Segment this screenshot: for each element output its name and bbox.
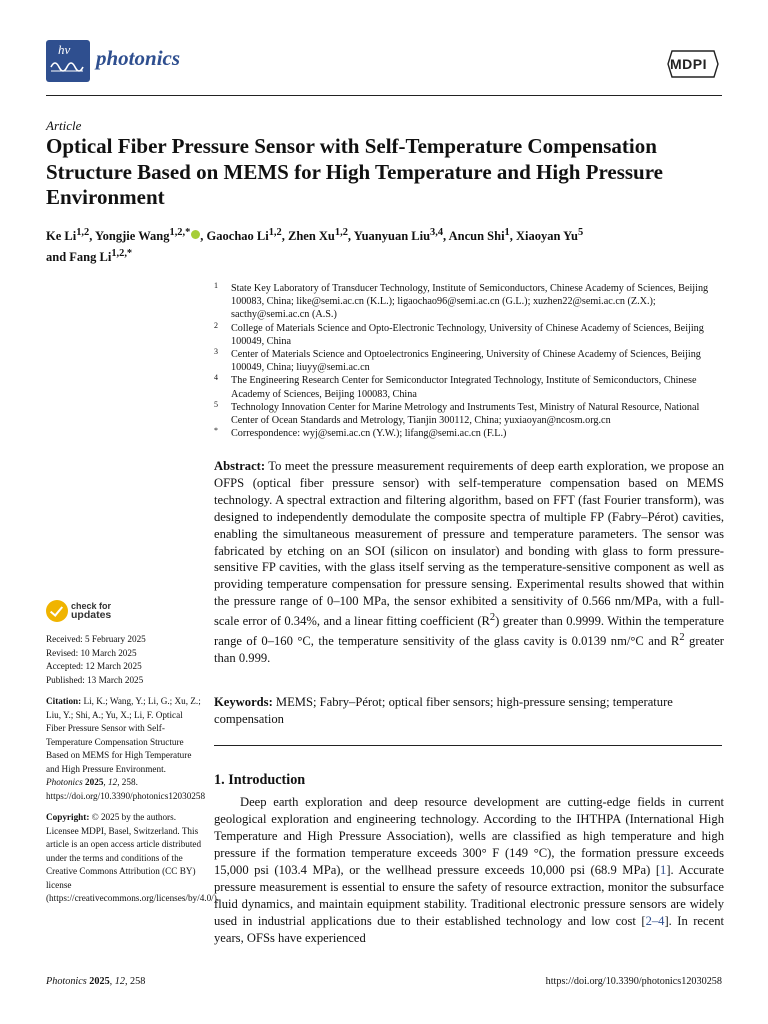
keywords-text: MEMS; Fabry–Pérot; optical fiber sensors; high-pressure sensing; temperature compensation bbox=[214, 695, 673, 726]
abstract-sup-1: 2 bbox=[489, 612, 496, 624]
affiliation-item bbox=[214, 348, 724, 374]
affiliation-item bbox=[214, 401, 724, 427]
article-type: Article bbox=[46, 118, 82, 133]
author-name[interactable]: and Fang Li bbox=[46, 250, 112, 265]
affiliation-item bbox=[214, 374, 724, 400]
check-text-2: updates bbox=[71, 609, 112, 621]
affiliation-text: The Engineering Research Center for Semiconductor Integrated Technology, Institute of Semiconductors, Chinese Academy of Sciences, Beijing 100083, China bbox=[231, 375, 697, 400]
author-name[interactable]: Yongjie Wang bbox=[95, 229, 170, 244]
author-affiliation-sup: 1,2 bbox=[268, 227, 282, 238]
author-affiliation-sup: 1,2 bbox=[76, 227, 90, 238]
logo-text: hv bbox=[58, 42, 71, 57]
affiliation-text: State Key Laboratory of Transducer Technology, Institute of Semiconductors, Chinese Academy of Sciences, Beijing 100083, China; like@semi.ac.cn (K.L.); ligaochao96@semi.ac.cn (G.L.); xuzhen22@semi.ac.cn (Z.X.); sacthy@semi.ac.cn (A.S.) bbox=[231, 283, 709, 321]
author-name[interactable]: Ancun Shi bbox=[448, 229, 505, 244]
affiliation-text: Center of Materials Science and Optoelectronics Engineering, University of Chinese Academy of Sciences, Beijing 100049, China; liuyy@semi.ac.cn bbox=[231, 349, 701, 374]
publisher-name: MDPI bbox=[670, 56, 707, 72]
author-affiliation-sup: 1 bbox=[504, 227, 510, 238]
wave-icon bbox=[50, 58, 86, 76]
citation-volume: , 12 bbox=[103, 777, 118, 787]
author-separator: , bbox=[443, 229, 449, 244]
abstract-text-1: To meet the pressure measurement requirements of deep earth exploration, we propose an OFPS (optical fiber pressure sensor) with self-temperature compensation based on MEMS technology. A spectral extraction and filtering algorithm, based on FFT (fast Fourier transform), was designed to independently demodulate the composite spectra of multiple FP (Fabry–Pérot) cavities, enabling the simultaneous measurement of pressure and temperature parameters. The sensor was fabricated by etching on an SOI (silicon on insulator) and bonding with glass to form pressure-sensitive FP cavities, with the glass itself serving as the temperature-sensitive component as well as providing temperature compensation for pressure sensing. Experimental results showed that within the pressure range of 0–100 MPa, the sensor exhibited a sensitivity of 0.566 nm/MPa, with a full-scale error of 0.34%, and a linear fitting coefficient (R bbox=[214, 459, 724, 629]
abstract-sup-2: 2 bbox=[679, 632, 685, 644]
affiliation-number: 3 bbox=[214, 347, 218, 357]
affiliation-number: * bbox=[214, 426, 218, 436]
author-affiliation-sup: 1,2 bbox=[334, 227, 348, 238]
page-footer bbox=[46, 976, 722, 987]
footer-volume: , 12 bbox=[109, 976, 125, 987]
author-name[interactable]: Yuanyuan Liu bbox=[353, 229, 431, 244]
author-separator: , bbox=[200, 229, 207, 244]
author-separator: , bbox=[89, 229, 96, 244]
date-received: Received: 5 February 2025 bbox=[46, 634, 146, 644]
author-name[interactable]: Xiaoyan Yu bbox=[516, 229, 578, 244]
citation-journal: Photonics bbox=[46, 777, 83, 787]
date-revised: Revised: 10 March 2025 bbox=[46, 647, 137, 658]
reference-link[interactable]: 1 bbox=[660, 863, 667, 877]
copyright-label: Copyright: bbox=[46, 812, 90, 822]
author-name[interactable]: Ke Li bbox=[46, 229, 77, 244]
affiliation-text: Technology Innovation Center for Marine Metrology and Instruments Test, Ministry of Natural Resource, National Center of Ocean Standards and Metrology, Tianjin 300112, China; yuxiaoyan@ncosm.org.cn bbox=[231, 401, 700, 427]
intro-paragraph bbox=[214, 794, 724, 947]
article-title: Optical Fiber Pressure Sensor with Self-Temperature Compensation Structure Based on MEMS for High Temperature and High Pressure Environment bbox=[46, 134, 663, 209]
author-affiliation-sup: 3,4 bbox=[430, 227, 444, 238]
author-list bbox=[46, 224, 726, 266]
citation-year: 2025 bbox=[82, 777, 104, 787]
citation-label: Citation: bbox=[46, 696, 82, 706]
intro-text-3: ]. In recent years, OFSs have experienced bbox=[214, 914, 724, 945]
abstract-text-2: ) greater than 0.9999. Within the temperature range of 0–160 °C, the temperature sensitivity of the glass cavity is 0.0139 nm/°C and R bbox=[214, 614, 724, 649]
abstract-text-3: greater than 0.999. bbox=[214, 634, 724, 666]
author-name[interactable]: Gaochao Li bbox=[206, 229, 269, 244]
citation-text: Li, K.; Wang, Y.; Li, G.; Xu, Z.; Liu, Y.; Shi, A.; Yu, X.; Li, F. Optical Fiber Pressure Sensor with Self-Temperature Compensation Structure Based on MEMS for High Temperature and High Pressure Environment. bbox=[46, 696, 201, 774]
author-affiliation-sup: 1,2,* bbox=[111, 248, 133, 260]
keywords bbox=[214, 694, 724, 728]
affiliation-number: 1 bbox=[214, 281, 218, 290]
footer-doi[interactable]: https://doi.org/10.3390/photonics12030258 bbox=[545, 976, 722, 987]
affiliation-text: Correspondence: wyj@semi.ac.cn (Y.W.); lifang@semi.ac.cn (F.L.) bbox=[231, 428, 507, 440]
affiliation-item bbox=[214, 282, 724, 322]
check-icon bbox=[46, 600, 68, 622]
reference-link[interactable]: 2–4 bbox=[645, 914, 665, 928]
abstract-label: Abstract: bbox=[214, 459, 266, 473]
orcid-icon[interactable] bbox=[191, 230, 200, 239]
footer-year: 2025 bbox=[86, 976, 110, 987]
section-divider bbox=[214, 745, 722, 746]
abstract bbox=[214, 458, 724, 667]
date-published: Published: 13 March 2025 bbox=[46, 674, 144, 685]
date-accepted: Accepted: 12 March 2025 bbox=[46, 661, 142, 671]
intro-text-2: ]. Accurate pressure measurement is essential to ensure the safety of resource extraction, monitor the subsurface fluid dynamics, and maintain equipment stability. Traditional electronic pressure sensors are widely used in industrial applications due to their established technology and low cost [ bbox=[214, 863, 724, 928]
affiliations bbox=[214, 282, 724, 440]
check-text-1: check for bbox=[71, 601, 112, 611]
author-separator: , bbox=[281, 229, 288, 244]
publication-dates bbox=[46, 633, 204, 687]
affiliation-number: 2 bbox=[214, 320, 218, 330]
affiliation-item bbox=[214, 322, 724, 348]
journal-logo bbox=[46, 40, 90, 82]
author-name[interactable]: Zhen Xu bbox=[287, 229, 335, 244]
author-separator: , bbox=[509, 229, 516, 244]
copyright-text: © 2025 by the authors. Licensee MDPI, Basel, Switzerland. This article is an open access article distributed under the terms and conditions of the Creative Commons Attribution (CC BY) license (https://creativecommons.org/licenses/by/4.0/). bbox=[46, 812, 220, 903]
affiliation-text: College of Materials Science and Opto-Electronic Technology, University of Chinese Academy of Sciences, Beijing 100049, China bbox=[231, 322, 704, 347]
affiliation-number: 5 bbox=[214, 399, 218, 409]
keywords-label: Keywords: bbox=[214, 695, 273, 709]
journal-name[interactable]: photonics bbox=[96, 46, 181, 70]
footer-journal: Photonics bbox=[46, 976, 87, 987]
author-affiliation-sup: 1,2,* bbox=[169, 227, 191, 238]
author-separator: , bbox=[347, 229, 354, 244]
header-divider bbox=[46, 95, 722, 96]
section-heading: 1. Introduction bbox=[214, 772, 306, 788]
check-for-updates[interactable] bbox=[46, 600, 204, 628]
author-affiliation-sup: 5 bbox=[577, 227, 584, 238]
footer-page: , 258 bbox=[124, 976, 146, 987]
affiliation-number: 4 bbox=[214, 373, 218, 383]
citation bbox=[46, 695, 204, 803]
affiliation-item bbox=[214, 427, 724, 440]
copyright bbox=[46, 811, 220, 906]
publisher-logo[interactable] bbox=[666, 49, 720, 79]
sidebar bbox=[46, 600, 220, 906]
intro-text-1: Deep earth exploration and deep resource development are cutting-edge fields in current geological exploration and engineering technology. According to the IHTHPA (International High Temperature and High Pressure Association), wells are classified as high temperature and high pressure if the formation temperature exceeds 300° F (149 °C), the formation pressure exceeds 15,000 psi (103.4 MPa), or the wellhead pressure exceeds 10,000 psi (68.9 MPa) [ bbox=[214, 795, 724, 877]
citation-doi[interactable]: , 258. https://doi.org/10.3390/photonics12030258 bbox=[46, 777, 206, 801]
